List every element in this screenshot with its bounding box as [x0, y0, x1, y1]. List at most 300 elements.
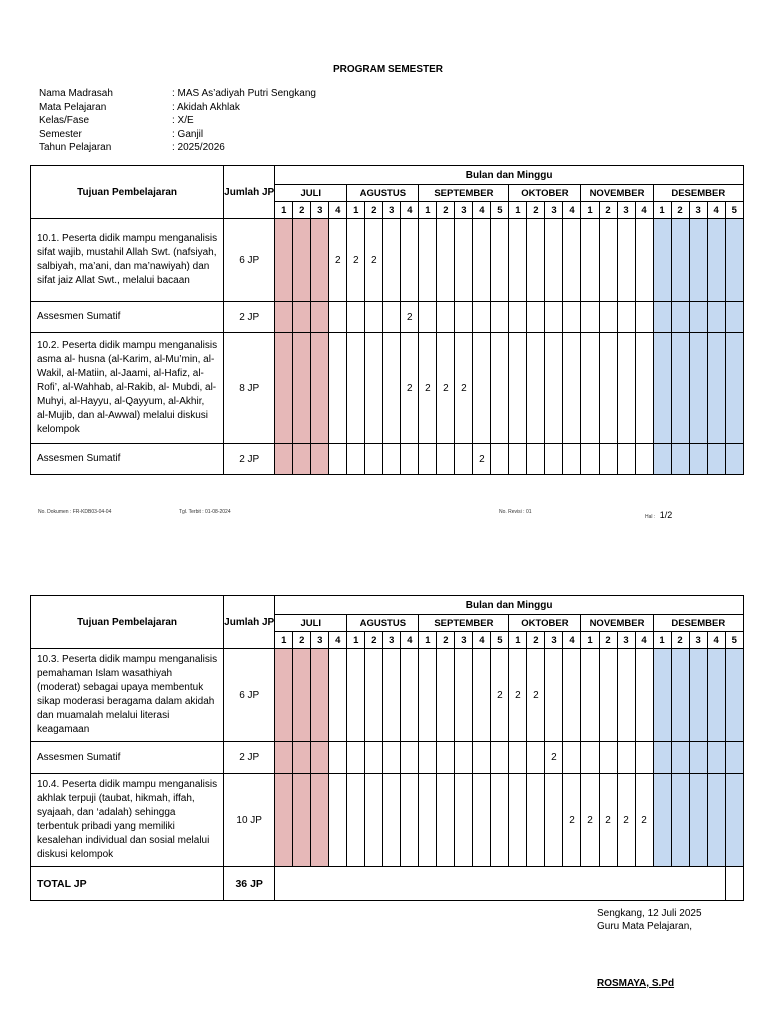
- week-cell: [347, 649, 365, 742]
- week-cell: [455, 649, 473, 742]
- week-number: 1: [275, 632, 293, 649]
- week-cell: [635, 742, 653, 774]
- info-row: [39, 141, 316, 155]
- week-cell: [365, 302, 383, 333]
- header-tujuan: Tujuan Pembelajaran: [31, 596, 224, 649]
- week-number: 2: [671, 632, 689, 649]
- week-cell: [653, 219, 671, 302]
- week-cell: [707, 742, 725, 774]
- table-row: [31, 774, 744, 867]
- jp-week-cell: 2: [527, 649, 545, 742]
- signature-name: ROSMAYA, S.Pd: [597, 978, 675, 989]
- week-cell: [455, 302, 473, 333]
- info-value: : Akidah Akhlak: [172, 101, 240, 113]
- week-number: 2: [671, 202, 689, 219]
- week-cell: [635, 219, 653, 302]
- week-number: 4: [635, 632, 653, 649]
- week-cell: [707, 774, 725, 867]
- month-november: NOVEMBER: [581, 185, 653, 202]
- week-number: 1: [581, 632, 599, 649]
- header-row: [31, 596, 744, 615]
- program-table-page-2: [30, 595, 744, 901]
- week-cell: [455, 219, 473, 302]
- week-cell: [581, 333, 599, 444]
- week-cell: [437, 742, 455, 774]
- week-cell: [725, 742, 743, 774]
- tujuan-cell: 10.4. Peserta didik mampu menganalisis akhlak terpuji (taubat, hikmah, iffah, syajaah, dan ‘adalah) sehingga terbentuk pribadi yang memiliki kesalehan individual dan sosial melalui diskusi kelompok: [31, 774, 224, 867]
- table-row: [31, 742, 744, 774]
- jp-cell: 8 JP: [224, 333, 275, 444]
- week-cell: [383, 774, 401, 867]
- jp-week-cell: 2: [419, 333, 437, 444]
- week-cell: [599, 444, 617, 475]
- jp-cell: 10 JP: [224, 774, 275, 867]
- week-cell: [671, 649, 689, 742]
- week-number: 2: [437, 202, 455, 219]
- week-cell: [311, 774, 329, 867]
- week-number: 4: [707, 632, 725, 649]
- week-cell: [509, 774, 527, 867]
- info-row: [39, 101, 316, 115]
- week-cell: [383, 742, 401, 774]
- month-oktober: OKTOBER: [509, 185, 581, 202]
- info-label: Kelas/Fase: [39, 115, 90, 126]
- week-cell: [653, 774, 671, 867]
- week-cell: [365, 742, 383, 774]
- week-cell: [581, 302, 599, 333]
- info-row: [39, 128, 316, 142]
- month-desember: DESEMBER: [653, 185, 743, 202]
- week-cell: [671, 333, 689, 444]
- week-cell: [581, 444, 599, 475]
- table-row: [31, 219, 744, 302]
- week-cell: [383, 444, 401, 475]
- week-cell: [545, 774, 563, 867]
- table-row: [31, 302, 744, 333]
- week-cell: [707, 333, 725, 444]
- week-cell: [725, 219, 743, 302]
- week-cell: [653, 333, 671, 444]
- week-cell: [491, 302, 509, 333]
- week-number: 2: [293, 632, 311, 649]
- week-cell: [329, 333, 347, 444]
- week-cell: [653, 742, 671, 774]
- jp-week-cell: 2: [491, 649, 509, 742]
- week-cell: [275, 444, 293, 475]
- info-label: Semester: [39, 128, 82, 140]
- week-cell: [653, 444, 671, 475]
- week-cell: [617, 219, 635, 302]
- week-cell: [599, 742, 617, 774]
- week-cell: [707, 219, 725, 302]
- jp-cell: 2 JP: [224, 742, 275, 774]
- tujuan-cell: Assesmen Sumatif: [31, 302, 224, 333]
- week-cell: [509, 742, 527, 774]
- week-cell: [635, 444, 653, 475]
- week-cell: [545, 333, 563, 444]
- week-cell: [707, 302, 725, 333]
- week-cell: [545, 219, 563, 302]
- info-value: : X/E: [172, 115, 194, 126]
- week-number: 3: [455, 202, 473, 219]
- week-cell: [725, 444, 743, 475]
- week-number: 3: [455, 632, 473, 649]
- week-number: 4: [707, 202, 725, 219]
- week-number: 4: [401, 202, 419, 219]
- week-cell: [563, 219, 581, 302]
- week-cell: [545, 649, 563, 742]
- week-number: 4: [473, 632, 491, 649]
- week-cell: [689, 219, 707, 302]
- week-cell: [491, 333, 509, 444]
- jp-week-cell: 2: [599, 774, 617, 867]
- week-cell: [563, 444, 581, 475]
- week-cell: [419, 649, 437, 742]
- week-number: 3: [617, 202, 635, 219]
- week-cell: [689, 774, 707, 867]
- jp-cell: 6 JP: [224, 219, 275, 302]
- month-agustus: AGUSTUS: [347, 185, 419, 202]
- week-number: 3: [617, 632, 635, 649]
- jp-cell: 2 JP: [224, 302, 275, 333]
- week-number: 1: [419, 202, 437, 219]
- jp-week-cell: 2: [509, 649, 527, 742]
- week-cell: [419, 219, 437, 302]
- week-cell: [311, 649, 329, 742]
- info-value: : 2025/2026: [172, 142, 225, 153]
- tujuan-cell: Assesmen Sumatif: [31, 444, 224, 475]
- tujuan-cell: 10.3. Peserta didik mampu menganalisis pemahaman Islam wasathiyah (moderat) sebagai upaya membentuk sikap moderasi beragama dalam akidah dan muamalah melalui literasi keagamaan: [31, 649, 224, 742]
- week-number: 5: [491, 632, 509, 649]
- week-cell: [671, 219, 689, 302]
- total-label: TOTAL JP: [31, 867, 224, 901]
- jp-week-cell: 2: [473, 444, 491, 475]
- week-cell: [527, 333, 545, 444]
- week-cell: [599, 333, 617, 444]
- info-row: [39, 114, 316, 128]
- week-cell: [617, 444, 635, 475]
- week-number: 2: [365, 202, 383, 219]
- week-cell: [347, 444, 365, 475]
- week-cell: [437, 444, 455, 475]
- week-number: 2: [527, 632, 545, 649]
- jp-week-cell: 2: [329, 219, 347, 302]
- week-cell: [293, 649, 311, 742]
- week-cell: [419, 774, 437, 867]
- week-cell: [437, 302, 455, 333]
- week-cell: [473, 219, 491, 302]
- week-cell: [275, 333, 293, 444]
- week-cell: [473, 302, 491, 333]
- week-cell: [329, 742, 347, 774]
- week-cell: [473, 649, 491, 742]
- week-cell: [509, 302, 527, 333]
- header-tujuan: Tujuan Pembelajaran: [31, 166, 224, 219]
- info-label: Tahun Pelajaran: [39, 142, 112, 153]
- week-cell: [581, 742, 599, 774]
- week-cell: [563, 649, 581, 742]
- jp-week-cell: 2: [437, 333, 455, 444]
- week-cell: [689, 333, 707, 444]
- week-number: 2: [365, 632, 383, 649]
- week-cell: [617, 649, 635, 742]
- week-cell: [293, 333, 311, 444]
- week-cell: [365, 649, 383, 742]
- week-cell: [311, 333, 329, 444]
- month-desember: DESEMBER: [653, 615, 743, 632]
- week-cell: [329, 444, 347, 475]
- month-november: NOVEMBER: [581, 615, 653, 632]
- header-jumlah-jp: Jumlah JP: [224, 166, 275, 219]
- week-cell: [689, 444, 707, 475]
- week-number: 2: [293, 202, 311, 219]
- week-cell: [275, 302, 293, 333]
- header-row: [31, 166, 744, 185]
- page-value: 1/2: [659, 510, 673, 520]
- week-cell: [563, 302, 581, 333]
- week-cell: [491, 742, 509, 774]
- week-cell: [527, 219, 545, 302]
- week-cell: [293, 742, 311, 774]
- page-label: Hal :: [645, 514, 656, 520]
- week-cell: [347, 774, 365, 867]
- week-cell: [311, 219, 329, 302]
- week-cell: [473, 333, 491, 444]
- week-cell: [329, 302, 347, 333]
- week-cell: [527, 302, 545, 333]
- week-cell: [365, 333, 383, 444]
- week-cell: [275, 774, 293, 867]
- week-cell: [275, 649, 293, 742]
- signature-block: [597, 908, 702, 933]
- week-number: 3: [689, 202, 707, 219]
- week-cell: [401, 649, 419, 742]
- table-row: [31, 333, 744, 444]
- week-cell: [563, 742, 581, 774]
- week-cell: [401, 219, 419, 302]
- week-cell: [437, 219, 455, 302]
- week-cell: [725, 649, 743, 742]
- week-number: 1: [509, 632, 527, 649]
- jp-week-cell: 2: [581, 774, 599, 867]
- week-cell: [329, 649, 347, 742]
- week-cell: [689, 742, 707, 774]
- jp-week-cell: 2: [545, 742, 563, 774]
- total-value: 36 JP: [224, 867, 275, 901]
- table-row: [31, 444, 744, 475]
- week-cell: [383, 219, 401, 302]
- week-cell: [527, 774, 545, 867]
- month-september: SEPTEMBER: [419, 185, 509, 202]
- week-cell: [617, 742, 635, 774]
- week-cell: [437, 649, 455, 742]
- week-cell: [707, 649, 725, 742]
- jp-week-cell: 2: [455, 333, 473, 444]
- header-bulan-minggu: Bulan dan Minggu: [275, 166, 744, 185]
- signature-place-date: Sengkang, 12 Juli 2025: [597, 908, 702, 919]
- total-row: [31, 867, 744, 901]
- week-number: 4: [563, 632, 581, 649]
- week-number: 4: [563, 202, 581, 219]
- week-number: 2: [599, 202, 617, 219]
- week-cell: [653, 302, 671, 333]
- tujuan-cell: 10.2. Peserta didik mampu menganalisis asma al- husna (al-Karim, al-Mu’min, al-Wakil, al-Matiin, al-Jaami, al-Hafiz, al-Rofi’, al-Wahhab, al-Rakib, al- Mubdi, al-Muhyi, al-Hayyu, al-Qayyum, al-Akhir, al-Mujib, dan al-Awwal) melalui diskusi kelompok: [31, 333, 224, 444]
- week-number: 3: [311, 202, 329, 219]
- week-number: 3: [383, 202, 401, 219]
- info-block: [39, 87, 316, 155]
- week-cell: [635, 302, 653, 333]
- week-number: 2: [437, 632, 455, 649]
- week-cell: [401, 444, 419, 475]
- week-cell: [599, 302, 617, 333]
- week-number: 1: [509, 202, 527, 219]
- week-cell: [491, 774, 509, 867]
- week-number: 1: [653, 202, 671, 219]
- info-value: : Ganjil: [172, 128, 204, 140]
- week-cell: [725, 774, 743, 867]
- page-number: [645, 505, 672, 523]
- week-cell: [437, 774, 455, 867]
- week-cell: [365, 444, 383, 475]
- info-value: : MAS As’adiyah Putri Sengkang: [172, 88, 316, 99]
- table-row: [31, 649, 744, 742]
- week-cell: [401, 774, 419, 867]
- week-cell: [365, 774, 383, 867]
- total-empty-last: [725, 867, 743, 901]
- week-cell: [419, 742, 437, 774]
- jp-week-cell: 2: [401, 302, 419, 333]
- week-cell: [599, 649, 617, 742]
- week-cell: [311, 742, 329, 774]
- week-number: 4: [473, 202, 491, 219]
- week-cell: [509, 333, 527, 444]
- week-number: 3: [545, 202, 563, 219]
- week-number: 1: [347, 632, 365, 649]
- jp-cell: 6 JP: [224, 649, 275, 742]
- week-number: 3: [545, 632, 563, 649]
- week-cell: [383, 302, 401, 333]
- week-number: 4: [635, 202, 653, 219]
- week-number: 2: [527, 202, 545, 219]
- week-cell: [545, 302, 563, 333]
- week-cell: [707, 444, 725, 475]
- week-cell: [581, 649, 599, 742]
- week-cell: [383, 649, 401, 742]
- week-number: 1: [419, 632, 437, 649]
- month-oktober: OKTOBER: [509, 615, 581, 632]
- week-cell: [419, 444, 437, 475]
- week-number: 1: [347, 202, 365, 219]
- week-cell: [671, 302, 689, 333]
- week-cell: [509, 444, 527, 475]
- week-cell: [293, 444, 311, 475]
- week-cell: [671, 742, 689, 774]
- week-cell: [617, 333, 635, 444]
- week-number: 5: [725, 202, 743, 219]
- program-table-page-1: [30, 165, 744, 475]
- doc-number: No. Dokumen : FR-KDB03-04-04: [38, 509, 112, 515]
- header-jumlah-jp: Jumlah JP: [224, 596, 275, 649]
- week-cell: [725, 333, 743, 444]
- week-cell: [581, 219, 599, 302]
- week-number: 4: [329, 202, 347, 219]
- week-cell: [275, 219, 293, 302]
- jp-week-cell: 2: [563, 774, 581, 867]
- week-cell: [725, 302, 743, 333]
- month-agustus: AGUSTUS: [347, 615, 419, 632]
- week-cell: [293, 774, 311, 867]
- info-label: Mata Pelajaran: [39, 101, 107, 113]
- week-cell: [653, 649, 671, 742]
- week-cell: [311, 444, 329, 475]
- week-cell: [347, 302, 365, 333]
- jp-cell: 2 JP: [224, 444, 275, 475]
- week-cell: [527, 444, 545, 475]
- jp-week-cell: 2: [365, 219, 383, 302]
- week-cell: [401, 742, 419, 774]
- week-number: 4: [329, 632, 347, 649]
- week-cell: [455, 774, 473, 867]
- jp-week-cell: 2: [635, 774, 653, 867]
- week-cell: [455, 742, 473, 774]
- week-cell: [635, 649, 653, 742]
- week-number: 3: [311, 632, 329, 649]
- tujuan-cell: Assesmen Sumatif: [31, 742, 224, 774]
- week-number: 1: [581, 202, 599, 219]
- signature-role: Guru Mata Pelajaran,: [597, 920, 693, 932]
- week-cell: [455, 444, 473, 475]
- jp-week-cell: 2: [401, 333, 419, 444]
- week-cell: [473, 742, 491, 774]
- week-cell: [491, 444, 509, 475]
- week-cell: [635, 333, 653, 444]
- week-cell: [419, 302, 437, 333]
- week-cell: [509, 219, 527, 302]
- month-juli: JULI: [275, 615, 347, 632]
- tujuan-cell: 10.1. Peserta didik mampu menganalisis sifat wajib, mustahil Allah Swt. (nafsiyah, salbiyah, ma’ani, dan ma’nawiyah) dan sifat jaiz Allat Swt., melalui bacaan: [31, 219, 224, 302]
- month-juli: JULI: [275, 185, 347, 202]
- revision-number: No. Revisi : 01: [499, 509, 532, 515]
- week-cell: [311, 302, 329, 333]
- week-cell: [329, 774, 347, 867]
- week-number: 2: [599, 632, 617, 649]
- info-label: Nama Madrasah: [39, 88, 113, 99]
- week-cell: [617, 302, 635, 333]
- week-cell: [671, 444, 689, 475]
- header-bulan-minggu: Bulan dan Minggu: [275, 596, 744, 615]
- week-cell: [293, 302, 311, 333]
- page-title: PROGRAM SEMESTER: [332, 64, 443, 75]
- week-number: 4: [401, 632, 419, 649]
- jp-week-cell: 2: [347, 219, 365, 302]
- week-cell: [563, 333, 581, 444]
- week-cell: [347, 742, 365, 774]
- week-cell: [545, 444, 563, 475]
- week-cell: [689, 302, 707, 333]
- week-cell: [527, 742, 545, 774]
- week-cell: [491, 219, 509, 302]
- week-cell: [347, 333, 365, 444]
- week-cell: [383, 333, 401, 444]
- month-september: SEPTEMBER: [419, 615, 509, 632]
- week-number: 1: [275, 202, 293, 219]
- week-number: 5: [725, 632, 743, 649]
- week-cell: [275, 742, 293, 774]
- week-number: 5: [491, 202, 509, 219]
- week-number: 3: [383, 632, 401, 649]
- week-cell: [599, 219, 617, 302]
- week-cell: [671, 774, 689, 867]
